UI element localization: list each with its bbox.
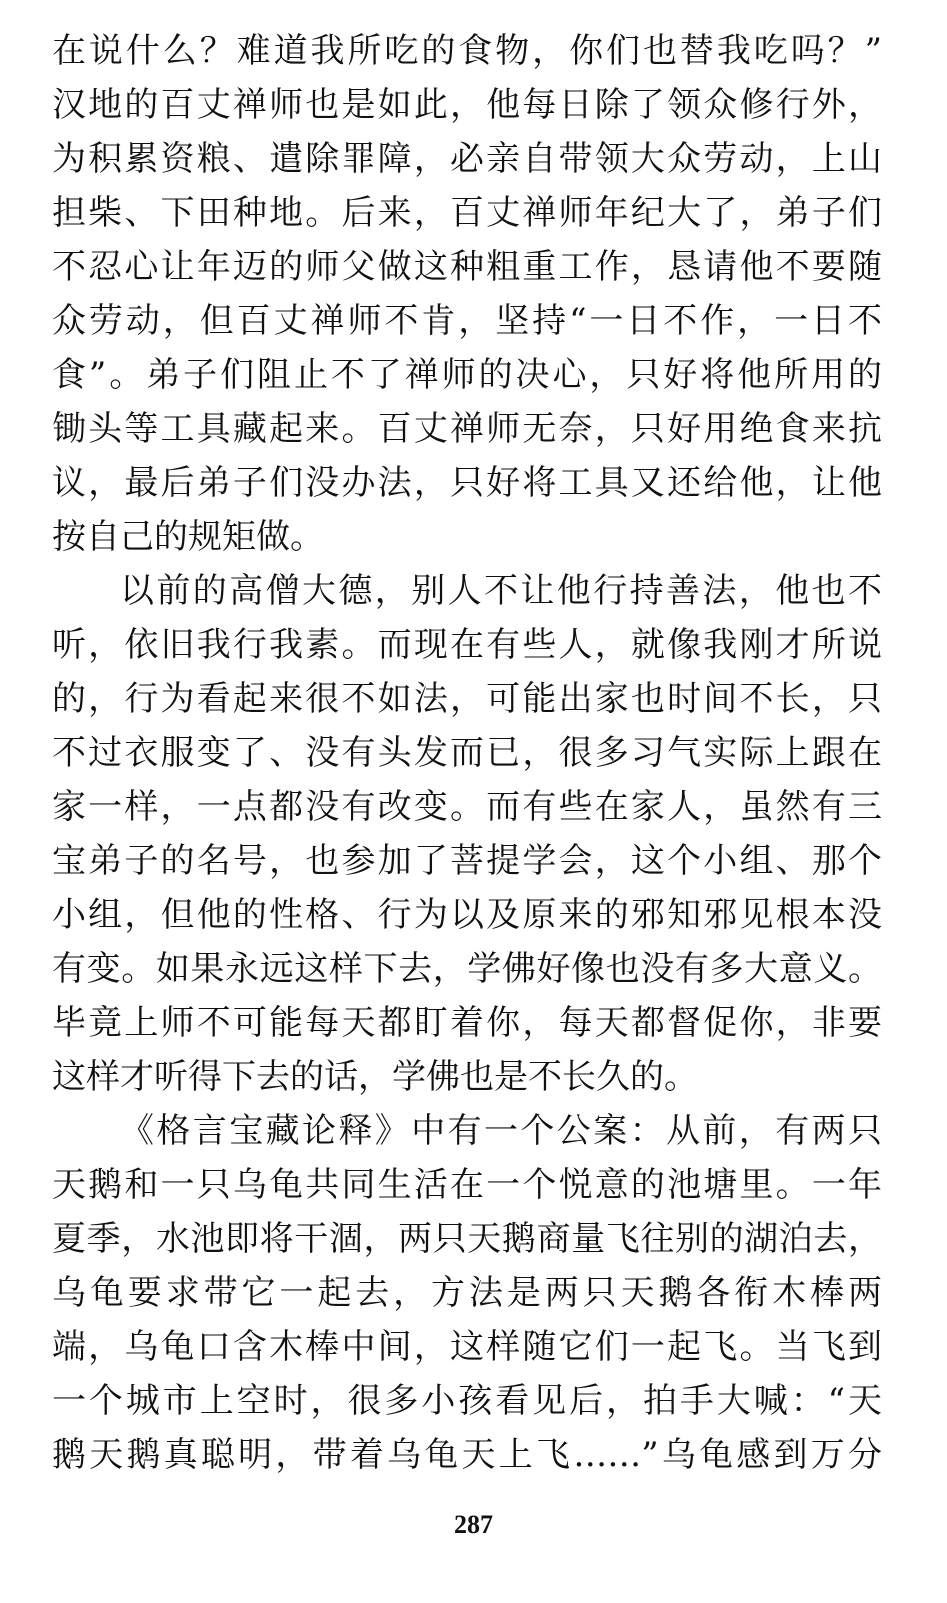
paragraph-1: [52, 24, 882, 564]
body-text: [52, 24, 882, 1482]
text-line: 毕竟上师不可能每天都盯着你，每天都督促你，非要: [52, 1003, 882, 1043]
page-number: 287: [454, 1510, 493, 1539]
text-line: 在说什么？难道我所吃的食物，你们也替我吃吗？”: [52, 31, 882, 71]
text-line: 乌龟要求带它一起去，方法是两只天鹅各衔木棒两: [52, 1273, 882, 1313]
text-line: 一个城市上空时，很多小孩看见后，拍手大喊：“天: [52, 1381, 882, 1421]
text-line: 鹅天鹅真聪明，带着乌龟天上飞……”乌龟感到万分: [52, 1435, 882, 1475]
text-line: 以前的高僧大德，别人不让他行持善法，他也不: [120, 571, 882, 611]
text-line: 不过衣服变了、没有头发而已，很多习气实际上跟在: [52, 733, 882, 773]
text-line: 按自己的规矩做。: [52, 517, 324, 557]
text-line: 众劳动，但百丈禅师不肯，坚持“一日不作，一日不: [52, 301, 882, 341]
text-line: 宝弟子的名号，也参加了菩提学会，这个小组、那个: [52, 841, 882, 881]
text-line: 的，行为看起来很不如法，可能出家也时间不长，只: [52, 679, 882, 719]
text-line: 食”。弟子们阻止不了禅师的决心，只好将他所用的: [52, 355, 882, 395]
text-line: 端，乌龟口含木棒中间，这样随它们一起飞。当飞到: [52, 1327, 882, 1367]
text-line: 天鹅和一只乌龟共同生活在一个悦意的池塘里。一年: [52, 1165, 882, 1205]
paragraph-2: [52, 564, 882, 1104]
paragraph-3: [52, 1104, 882, 1482]
text-line: 小组，但他的性格、行为以及原来的邪知邪见根本没: [52, 895, 882, 935]
text-line: 有变。如果永远这样下去，学佛好像也没有多大意义。: [52, 949, 882, 989]
text-line: 夏季，水池即将干涸，两只天鹅商量飞往别的湖泊去，: [52, 1219, 882, 1259]
text-line: 汉地的百丈禅师也是如此，他每日除了领众修行外，: [52, 85, 882, 125]
text-line: 担柴、下田种地。后来，百丈禅师年纪大了，弟子们: [52, 193, 882, 233]
text-line: 锄头等工具藏起来。百丈禅师无奈，只好用绝食来抗: [52, 409, 882, 449]
text-line: 家一样，一点都没有改变。而有些在家人，虽然有三: [52, 787, 882, 827]
text-line: 为积累资粮、遣除罪障，必亲自带领大众劳动，上山: [52, 139, 882, 179]
text-line: 议，最后弟子们没办法，只好将工具又还给他，让他: [52, 463, 882, 503]
text-line: 这样才听得下去的话，学佛也是不长久的。: [52, 1057, 698, 1097]
text-line: 不忍心让年迈的师父做这种粗重工作，恳请他不要随: [52, 247, 882, 287]
text-line: 听，依旧我行我素。而现在有些人，就像我刚才所说: [52, 625, 882, 665]
text-line: 《格言宝藏论释》中有一个公案：从前，有两只: [120, 1111, 882, 1151]
